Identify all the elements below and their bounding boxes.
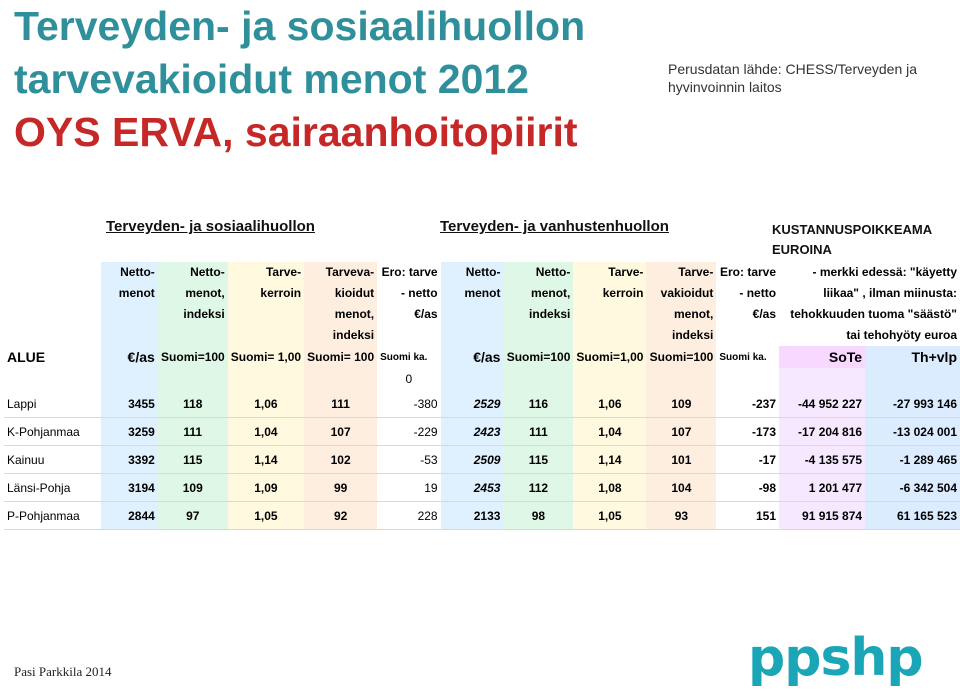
row-name: Lappi (4, 390, 101, 418)
cell: 118 (158, 390, 228, 418)
cell: 102 (304, 446, 377, 474)
unit-suomi1b: Suomi=1,00 (573, 346, 646, 368)
cell: -44 952 227 (779, 390, 865, 418)
unit-suomika: Suomi ka. (380, 351, 428, 363)
cell: -4 135 575 (779, 446, 865, 474)
cell: 109 (646, 390, 716, 418)
header-ero: Ero: tarve - netto €/as (381, 265, 438, 321)
unit-eur-as: €/as (101, 346, 157, 368)
cell: -380 (377, 390, 440, 418)
cell: 112 (503, 474, 573, 502)
unit-suomi100b: Suomi= 100 (304, 346, 377, 368)
zero-row (4, 368, 960, 390)
section-heading-kustannuspoikkeama: KUSTANNUSPOIKKEAMA EUROINA (772, 222, 932, 257)
cell: 111 (304, 390, 377, 418)
title-line-1: Terveyden- ja sosiaalihuollon (14, 3, 586, 49)
cell: -17 (716, 446, 779, 474)
unit-sote: SoTe (779, 346, 865, 368)
unit-suomi1: Suomi= 1,00 (228, 346, 304, 368)
section-heading-sosiaalihuolto: Terveyden- ja sosiaalihuollon (106, 218, 315, 235)
row-name: Länsi-Pohja (4, 474, 101, 502)
cell: 61 165 523 (865, 502, 960, 530)
header-ero-2: Ero: tarve - netto €/as (720, 265, 777, 321)
cell: 93 (646, 502, 716, 530)
cell: -13 024 001 (865, 418, 960, 446)
cell: 1,14 (573, 446, 646, 474)
cell: 111 (503, 418, 573, 446)
header-tarvekerroin-2: Tarve-kerroin (573, 262, 646, 346)
cell: 104 (646, 474, 716, 502)
cell: 1,09 (228, 474, 304, 502)
header-nettomenot-indeksi-2: Netto-menot, indeksi (503, 262, 573, 346)
cell: 1,05 (573, 502, 646, 530)
cell: 1,04 (573, 418, 646, 446)
cell: 98 (503, 502, 573, 530)
table-header-row (4, 262, 960, 346)
table-row (4, 502, 960, 530)
cell: 1,08 (573, 474, 646, 502)
unit-suomika-2: Suomi ka. (719, 351, 767, 363)
data-source-note: Perusdatan lähde: CHESS/Terveyden ja hyvinvoinnin laitos (668, 61, 918, 95)
header-nettomenot-indeksi: Netto-menot, indeksi (158, 262, 228, 346)
cell: 2423 (441, 418, 504, 446)
cell: 2529 (441, 390, 504, 418)
header-nettomenot: Netto-menot (101, 262, 157, 346)
ppshp-logo: ppshp (748, 628, 923, 688)
cell: 1,06 (573, 390, 646, 418)
cell: 3194 (101, 474, 157, 502)
header-kustannuspoikkeama-desc: - merkki edessä: "käyetty liikaa" , ilman miinusta: tehokkuuden tuoma "säästö" tai tehohyöty euroa (790, 265, 957, 342)
zero-value: 0 (405, 372, 413, 386)
header-tarvekerroin: Tarve-kerroin (228, 262, 304, 346)
cell: 3455 (101, 390, 157, 418)
table-row (4, 446, 960, 474)
cell: 151 (716, 502, 779, 530)
cell: 115 (503, 446, 573, 474)
section-heading-vanhustenhuolto: Terveyden- ja vanhustenhuollon (440, 218, 669, 235)
cell: 2133 (441, 502, 504, 530)
row-name: K-Pohjanmaa (4, 418, 101, 446)
header-nettomenot-2: Netto-menot (441, 262, 504, 346)
cell: 2453 (441, 474, 504, 502)
cell: 19 (377, 474, 440, 502)
row-name: P-Pohjanmaa (4, 502, 101, 530)
cell: 101 (646, 446, 716, 474)
cost-table (4, 262, 960, 530)
cell: -27 993 146 (865, 390, 960, 418)
cell: 92 (304, 502, 377, 530)
author-credit: Pasi Parkkila 2014 (14, 664, 112, 679)
cell: 97 (158, 502, 228, 530)
cell: 228 (377, 502, 440, 530)
cell: 1,04 (228, 418, 304, 446)
cell: -6 342 504 (865, 474, 960, 502)
table-row (4, 390, 960, 418)
unit-thvlp: Th+vlp (865, 346, 960, 368)
unit-eur-as-2: €/as (441, 346, 504, 368)
cell: 1,14 (228, 446, 304, 474)
cell: -98 (716, 474, 779, 502)
unit-suomi100-3: Suomi=100 (646, 346, 716, 368)
cell: 107 (646, 418, 716, 446)
page-title (14, 0, 585, 159)
header-tarvevakioidut-2: Tarve-vakioidut menot, indeksi (646, 262, 716, 346)
cell: 91 915 874 (779, 502, 865, 530)
header-tarvevakioidut: Tarveva-kioidut menot, indeksi (304, 262, 377, 346)
table-row (4, 418, 960, 446)
cell: 116 (503, 390, 573, 418)
header-blank (4, 262, 101, 346)
cell: -17 204 816 (779, 418, 865, 446)
cell: 115 (158, 446, 228, 474)
cell: 1,06 (228, 390, 304, 418)
cell: 2844 (101, 502, 157, 530)
cell: 111 (158, 418, 228, 446)
title-line-3: OYS ERVA, sairaanhoitopiirit (14, 109, 578, 155)
cell: -173 (716, 418, 779, 446)
cell: 1 201 477 (779, 474, 865, 502)
cell: -53 (377, 446, 440, 474)
table-row (4, 474, 960, 502)
cell: 99 (304, 474, 377, 502)
cell: -1 289 465 (865, 446, 960, 474)
title-line-2: tarvevakioidut menot 2012 (14, 56, 529, 102)
cell: 3259 (101, 418, 157, 446)
unit-suomi100: Suomi=100 (158, 346, 228, 368)
cell: 2509 (441, 446, 504, 474)
cell: 3392 (101, 446, 157, 474)
cell: -237 (716, 390, 779, 418)
cell: 107 (304, 418, 377, 446)
table-unit-row (4, 346, 960, 368)
cell: -229 (377, 418, 440, 446)
cell: 1,05 (228, 502, 304, 530)
unit-suomi100-2: Suomi=100 (503, 346, 573, 368)
header-alue: ALUE (7, 349, 46, 365)
cell: 109 (158, 474, 228, 502)
row-name: Kainuu (4, 446, 101, 474)
